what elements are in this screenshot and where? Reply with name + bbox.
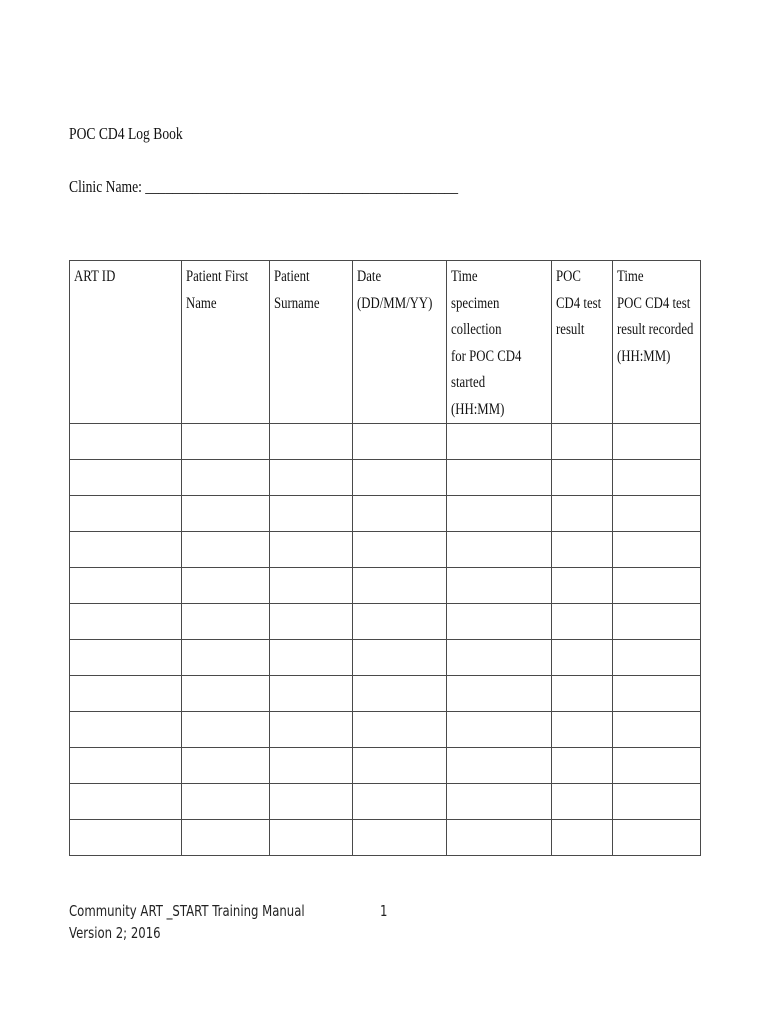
table-cell[interactable] [270,676,353,712]
table-cell[interactable] [70,748,182,784]
table-cell[interactable] [552,820,613,856]
column-header-label: Date (DD/MM/YY) [357,268,433,312]
table-cell[interactable] [447,820,552,856]
table-cell[interactable] [447,424,552,460]
table-row [70,568,701,604]
table-cell[interactable] [613,604,701,640]
table-cell[interactable] [613,820,701,856]
table-cell[interactable] [270,748,353,784]
table-cell[interactable] [353,460,447,496]
footer-version-text: Version 2; 2016 [69,924,161,942]
table-cell[interactable] [353,820,447,856]
table-cell[interactable] [552,496,613,532]
table-row [70,820,701,856]
table-cell[interactable] [552,676,613,712]
table-cell[interactable] [182,424,270,460]
table-cell[interactable] [182,604,270,640]
table-cell[interactable] [353,748,447,784]
table-cell[interactable] [447,496,552,532]
table-cell[interactable] [182,496,270,532]
table-cell[interactable] [353,568,447,604]
table-row [70,784,701,820]
table-cell[interactable] [182,568,270,604]
column-header-patient-first-name [182,261,270,424]
table-cell[interactable] [353,496,447,532]
table-cell[interactable] [613,460,701,496]
column-header-date [353,261,447,424]
table-cell[interactable] [613,640,701,676]
table-cell[interactable] [552,712,613,748]
table-cell[interactable] [613,676,701,712]
footer-manual-title [69,900,371,922]
column-header-poc-cd4-result [552,261,613,424]
table-row [70,496,701,532]
table-cell[interactable] [353,784,447,820]
table-cell[interactable] [613,568,701,604]
table-cell[interactable] [552,604,613,640]
table-cell[interactable] [270,820,353,856]
column-header-label: POC CD4 test result [556,268,602,338]
column-header-label: ART ID [74,268,116,285]
column-header-time-result-recorded [613,261,701,424]
table-cell[interactable] [70,604,182,640]
table-cell[interactable] [182,640,270,676]
table-cell[interactable] [70,532,182,568]
table-cell[interactable] [353,676,447,712]
table-cell[interactable] [182,532,270,568]
table-cell[interactable] [182,712,270,748]
table-cell[interactable] [270,784,353,820]
table-cell[interactable] [447,604,552,640]
table-cell[interactable] [70,568,182,604]
table-cell[interactable] [270,568,353,604]
table-cell[interactable] [270,496,353,532]
table-cell[interactable] [447,748,552,784]
clinic-name-label: Clinic Name: ______________________________________________ [69,177,459,196]
table-row [70,532,701,568]
table-cell[interactable] [182,748,270,784]
document-title-text: POC CD4 Log Book [69,124,183,143]
table-cell[interactable] [552,784,613,820]
column-header-time-specimen-collection [447,261,552,424]
table-row [70,460,701,496]
table-cell[interactable] [552,460,613,496]
table-cell[interactable] [447,568,552,604]
table-cell[interactable] [70,496,182,532]
log-table-body [70,424,701,856]
table-cell[interactable] [353,604,447,640]
table-cell[interactable] [552,640,613,676]
table-cell[interactable] [447,532,552,568]
table-cell[interactable] [70,784,182,820]
footer-manual-text: Community ART _START Training Manual [69,902,305,920]
table-cell[interactable] [552,424,613,460]
table-cell[interactable] [270,460,353,496]
table-cell[interactable] [270,712,353,748]
table-cell[interactable] [447,460,552,496]
table-cell[interactable] [182,820,270,856]
table-cell[interactable] [552,568,613,604]
table-cell[interactable] [182,460,270,496]
clinic-name-field [69,177,555,197]
table-cell[interactable] [353,424,447,460]
table-cell[interactable] [613,424,701,460]
table-cell[interactable] [447,712,552,748]
table-row [70,640,701,676]
table-cell[interactable] [270,424,353,460]
column-header-label: Time POC CD4 test result recorded (HH:MM) [617,268,694,365]
table-cell[interactable] [182,784,270,820]
document-title [69,124,211,144]
table-cell[interactable] [70,712,182,748]
table-row [70,676,701,712]
table-cell[interactable] [552,748,613,784]
column-header-label: Patient Surname [274,268,320,312]
log-table [69,260,701,856]
table-cell[interactable] [70,460,182,496]
footer-version [69,922,186,944]
table-cell[interactable] [270,604,353,640]
table-cell[interactable] [552,532,613,568]
column-header-label: Patient First Name [186,268,249,312]
table-cell[interactable] [613,748,701,784]
page-number [380,900,390,922]
table-cell[interactable] [447,640,552,676]
table-cell[interactable] [447,676,552,712]
table-header-row [70,261,701,424]
column-header-label: Time specimen collection for POC CD4 started (HH:MM) [451,268,522,418]
page-number-text: 1 [380,902,388,920]
table-cell[interactable] [70,820,182,856]
table-row [70,748,701,784]
table-cell[interactable] [70,424,182,460]
table-cell[interactable] [613,496,701,532]
table-cell[interactable] [353,640,447,676]
table-cell[interactable] [613,712,701,748]
column-header-patient-surname [270,261,353,424]
column-header-art-id [70,261,182,424]
table-cell[interactable] [270,640,353,676]
table-cell[interactable] [353,712,447,748]
table-cell[interactable] [613,784,701,820]
table-cell[interactable] [447,784,552,820]
table-cell[interactable] [70,676,182,712]
table-row [70,604,701,640]
table-row [70,712,701,748]
table-cell[interactable] [353,532,447,568]
table-cell[interactable] [70,640,182,676]
table-cell[interactable] [182,676,270,712]
table-cell[interactable] [270,532,353,568]
table-cell[interactable] [613,532,701,568]
table-row [70,424,701,460]
